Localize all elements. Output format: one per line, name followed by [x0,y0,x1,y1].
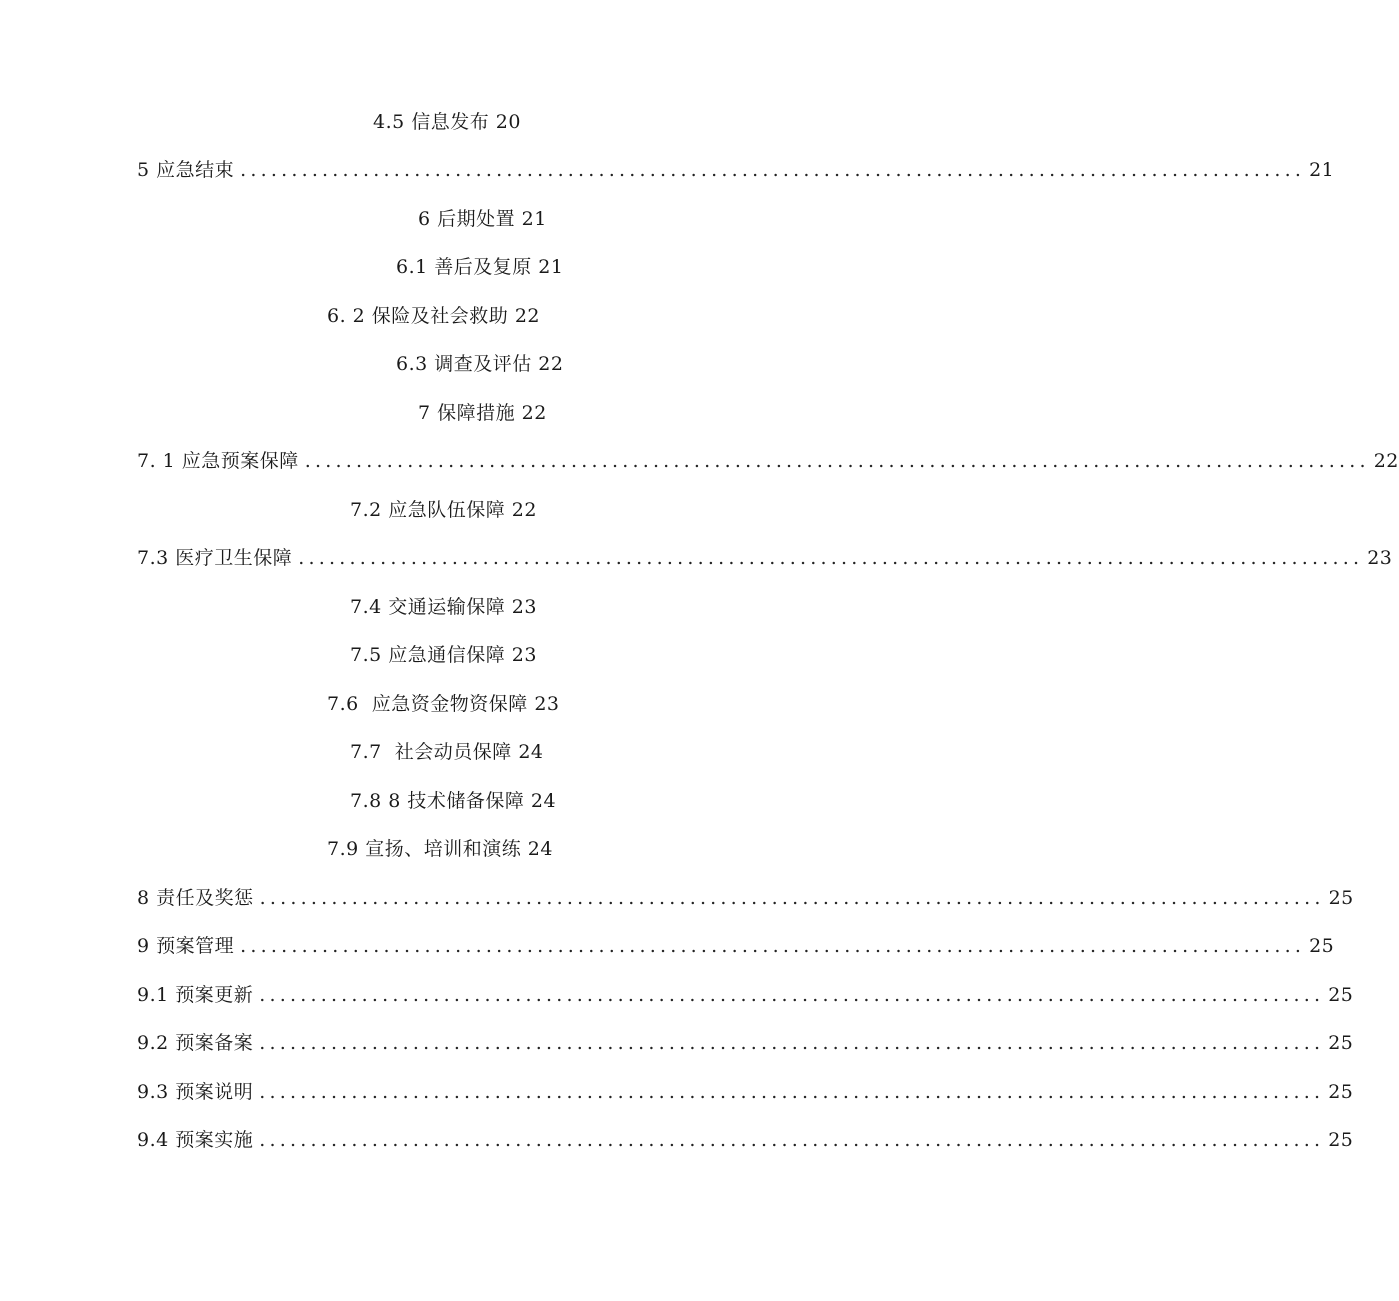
toc-entry-label: 9 预案管理 [137,935,235,957]
toc-page-number: 25 [1328,1032,1354,1054]
toc-page-number: 25 [1328,1081,1354,1103]
dot-leader: ........................................................................................................ [259,1032,1325,1054]
toc-entry-label: 9.1 预案更新 [137,984,254,1006]
toc-page-number: 23 [1367,547,1393,569]
toc-entry-7[interactable]: 7 保障措施 22 [418,402,547,424]
dot-leader: ........................................................................................................ [240,935,1306,957]
toc-entry-label: 7.3 医疗卫生保障 [137,547,293,569]
toc-entry-5[interactable] [137,155,1335,185]
toc-page-number: 25 [1328,984,1354,1006]
toc-entry-label: 9.2 预案备案 [137,1032,254,1054]
toc-page-number: 21 [1309,159,1335,181]
toc-page-number: 25 [1328,1129,1354,1151]
toc-entry-7-1[interactable] [137,446,1399,476]
toc-entry-label: 9.3 预案说明 [137,1081,254,1103]
toc-entry-7-7[interactable]: 7.7 社会动员保障 24 [350,741,544,763]
dot-leader: ........................................................................................................ [298,547,1364,569]
toc-page-number: 22 [1373,450,1399,472]
toc-entry-7-5[interactable]: 7.5 应急通信保障 23 [350,644,537,666]
toc-entry-7-8[interactable]: 7.8 8 技术储备保障 24 [350,790,557,812]
toc-entry-7-9[interactable]: 7.9 宣扬、培训和演练 24 [327,838,553,860]
toc-page-number: 25 [1328,887,1354,909]
toc-entry-6-3[interactable]: 6.3 调查及评估 22 [396,353,564,375]
dot-leader: ........................................................................................................ [240,159,1306,181]
toc-entry-7-2[interactable]: 7.2 应急队伍保障 22 [350,499,537,521]
toc-entry-8[interactable] [137,883,1354,913]
toc-entry-9-1[interactable] [137,980,1354,1010]
toc-entry-label: 7. 1 应急预案保障 [137,450,299,472]
toc-entry-6-2[interactable]: 6. 2 保险及社会救助 22 [327,305,541,327]
toc-entry-label: 8 责任及奖惩 [137,887,254,909]
dot-leader: ........................................................................................................ [259,887,1325,909]
toc-entry-9-3[interactable] [137,1077,1354,1107]
toc-entry-7-3[interactable] [137,543,1393,573]
toc-entry-label: 5 应急结束 [137,159,235,181]
dot-leader: ........................................................................................................ [259,1081,1325,1103]
toc-entry-9[interactable] [137,931,1335,961]
dot-leader: ........................................................................................................ [304,450,1370,472]
toc-entry-6-1[interactable]: 6.1 善后及复原 21 [396,256,564,278]
dot-leader: ........................................................................................................ [259,984,1325,1006]
toc-entry-9-2[interactable] [137,1028,1354,1058]
toc-entry-7-6[interactable]: 7.6 应急资金物资保障 23 [327,693,560,715]
toc-entry-6[interactable]: 6 后期处置 21 [418,208,547,230]
toc-entry-4-5[interactable]: 4.5 信息发布 20 [373,111,521,133]
toc-entry-7-4[interactable]: 7.4 交通运输保障 23 [350,596,537,618]
dot-leader: ........................................................................................................ [259,1129,1325,1151]
toc-page-number: 25 [1309,935,1335,957]
toc-entry-label: 9.4 预案实施 [137,1129,254,1151]
toc-entry-9-4[interactable] [137,1125,1354,1155]
